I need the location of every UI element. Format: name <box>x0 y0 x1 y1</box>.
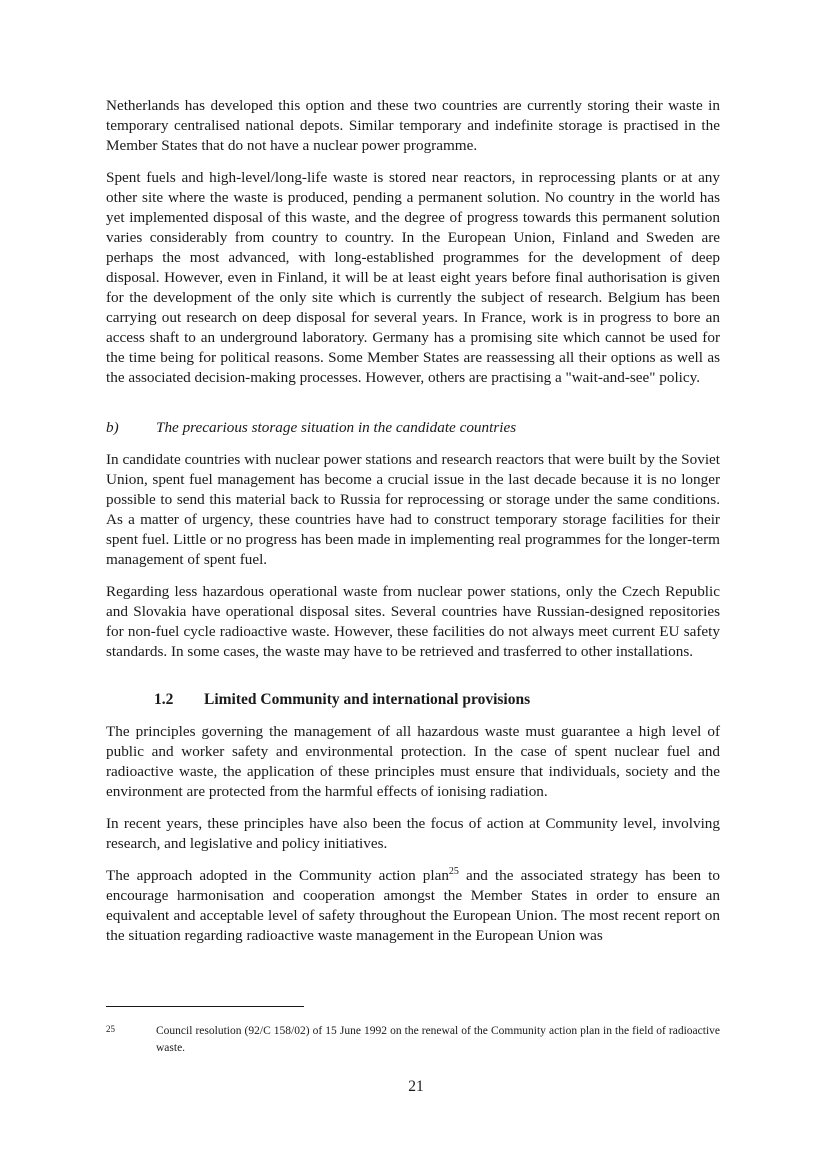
paragraph <box>106 866 720 946</box>
subheading <box>106 418 720 438</box>
footnote <box>106 1023 720 1057</box>
page-number: 21 <box>408 1078 424 1095</box>
paragraph: In recent years, these principles have also been the focus of action at Community level, involving research, and legislative and policy initiatives. <box>106 815 720 852</box>
paragraph-text: and the associated strategy has been to encourage harmonisation and cooperation amongst the Member States in order to ensure an equivalent and acceptable level of safety throughout the European Union. The most recent report on the situation regarding radioactive waste management in the European Union was <box>106 867 720 944</box>
paragraph: The principles governing the management of all hazardous waste must guarantee a high level of public and worker safety and environmental protection. In the case of spent nuclear fuel and radioactive waste, the application of these principles must ensure that individuals, society and the environment are protected from the harmful effects of ionising radiation. <box>106 723 720 800</box>
section-heading <box>154 690 720 710</box>
footnote-separator <box>106 1006 304 1007</box>
footnote-reference: 25 <box>448 865 459 877</box>
section-number: 1.2 <box>154 691 174 708</box>
paragraph: Spent fuels and high-level/long-life waste is stored near reactors, in reprocessing plants or at any other site where the waste is produced, pending a permanent solution. No country in the world has yet implemented disposal of this waste, and the degree of progress towards this permanent solution varies considerably from country to country. In the European Union, Finland and Sweden are perhaps the most advanced, with long-established programmes for the development of deep disposal. However, even in Finland, it will be at least eight years before final authorisation is given for the development of the only site which is currently the subject of research. Belgium has been carrying out research on deep disposal for several years. In France, work is in progress to bore an access shaft to an underground laboratory. Germany has a promising site which cannot be used for the time being for political reasons. Some Member States are reassessing all their options as well as the associated decision-making processes. However, others are practising a "wait-and-see" policy. <box>106 169 720 386</box>
paragraph-text: The approach adopted in the Community action plan <box>106 867 449 884</box>
paragraph: Regarding less hazardous operational waste from nuclear power stations, only the Czech Republic and Slovakia have operational disposal sites. Several countries have Russian-designed repositories for non-fuel cycle radioactive waste. However, these facilities do not always meet current EU safety standards. In some cases, the waste may have to be retrieved and trasferred to other installations. <box>106 583 720 660</box>
footnote-text: Council resolution (92/C 158/02) of 15 June 1992 on the renewal of the Community action plan in the field of radioactive waste. <box>156 1025 720 1054</box>
subheading-number: b) <box>106 419 119 436</box>
subheading-title: The precarious storage situation in the candidate countries <box>156 419 517 436</box>
section-title: Limited Community and international provisions <box>204 691 531 708</box>
page-body <box>106 96 720 958</box>
footnote-mark: 25 <box>106 1024 115 1034</box>
paragraph: In candidate countries with nuclear power stations and research reactors that were built by the Soviet Union, spent fuel management has become a crucial issue in the last decade because it is no longer possible to send this material back to Russia for reprocessing or storage under the same conditions. As a matter of urgency, these countries have had to construct temporary storage facilities for their spent fuel. Little or no progress has been made in implementing real programmes for the longer-term management of spent fuel. <box>106 451 720 568</box>
paragraph: Netherlands has developed this option and these two countries are currently storing their waste in temporary centralised national depots. Similar temporary and indefinite storage is practised in the Member States that do not have a nuclear power programme. <box>106 97 720 154</box>
